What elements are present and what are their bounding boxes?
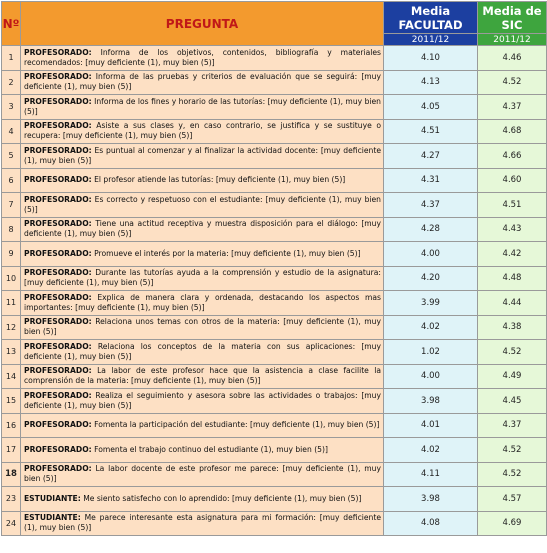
table-row — [2, 144, 547, 169]
question-cell — [21, 168, 384, 193]
question-cell — [21, 217, 384, 242]
faculty-mean-value: 4.01 — [384, 413, 478, 438]
faculty-mean-value: 4.10 — [384, 46, 478, 71]
survey-results-table — [1, 1, 547, 536]
faculty-label-line2: FACULTAD — [398, 17, 463, 32]
question-text: Me parece interesante esta asignatura para mi formación: [muy deficiente (1), muy bien (5)] — [24, 513, 381, 533]
question-cell — [21, 389, 384, 414]
question-text: La labor de este profesor hace que la asistencia a clase facilite la comprensión de la materia: [muy deficiente (1), muy bien (5)] — [24, 366, 381, 386]
row-number: 7 — [2, 193, 21, 218]
question-cell — [21, 242, 384, 267]
question-text: Es puntual al comenzar y al finalizar la actividad docente: [muy deficiente (1), muy bien (5)] — [24, 145, 381, 165]
faculty-mean-value: 4.28 — [384, 217, 478, 242]
question-text: Fomenta el trabajo continuo del estudiante (1), muy bien (5)] — [91, 444, 328, 454]
question-text: Informa de los fines y horario de las tutorías: [muy deficiente (1), muy bien (5)] — [24, 96, 381, 116]
faculty-mean-value: 4.20 — [384, 266, 478, 291]
question-cell — [21, 70, 384, 95]
table-row — [2, 291, 547, 316]
column-header-faculty-mean — [384, 2, 478, 34]
question-cell — [21, 364, 384, 389]
faculty-mean-value: 4.13 — [384, 70, 478, 95]
sic-mean-value: 4.69 — [478, 511, 547, 536]
sic-mean-value: 4.52 — [478, 438, 547, 463]
sic-mean-value: 4.51 — [478, 193, 547, 218]
column-header-sic-mean — [478, 2, 547, 34]
question-role: PROFESORADO: — [24, 72, 92, 82]
row-number: 8 — [2, 217, 21, 242]
row-number: 24 — [2, 511, 21, 536]
table-row — [2, 70, 547, 95]
sic-mean-value: 4.38 — [478, 315, 547, 340]
question-role: PROFESORADO: — [24, 420, 92, 430]
faculty-mean-value: 3.99 — [384, 291, 478, 316]
question-text: Informa de las pruebas y criterios de evaluación que se seguirá: [muy deficiente (1), muy bien (5)] — [24, 72, 381, 92]
row-number: 18 — [2, 462, 21, 487]
question-text: Tiene una actitud receptiva y muestra disposición para el diálogo: [muy deficiente (1), muy bien (5)] — [24, 219, 381, 239]
table-row — [2, 487, 547, 512]
question-cell — [21, 462, 384, 487]
row-number: 6 — [2, 168, 21, 193]
table-row — [2, 95, 547, 120]
question-cell — [21, 315, 384, 340]
question-role: PROFESORADO: — [24, 464, 92, 474]
table-row — [2, 315, 547, 340]
column-header-question: PREGUNTA — [21, 2, 384, 46]
question-text: Es correcto y respetuoso con el estudiante: [muy deficiente (1), muy bien (5)] — [24, 194, 381, 214]
faculty-mean-value: 3.98 — [384, 487, 478, 512]
survey-results-table-wrapper — [1, 1, 546, 552]
sic-mean-value: 4.66 — [478, 144, 547, 169]
question-cell — [21, 340, 384, 365]
row-number: 16 — [2, 413, 21, 438]
sic-mean-value: 4.60 — [478, 168, 547, 193]
sic-mean-value: 4.52 — [478, 340, 547, 365]
question-text: Informa de los objetivos, contenidos, bibliografía y materiales recomendados: [muy deficiente (1), muy bien (5)] — [24, 47, 381, 67]
table-row — [2, 462, 547, 487]
question-text: Durante las tutorías ayuda a la comprensión y estudio de la asignatura: [muy deficiente (1), muy bien (5)] — [24, 268, 381, 288]
row-number: 17 — [2, 438, 21, 463]
row-number: 14 — [2, 364, 21, 389]
sic-year: 2011/12 — [478, 34, 547, 46]
question-role: PROFESORADO: — [24, 317, 92, 327]
faculty-mean-value: 4.27 — [384, 144, 478, 169]
faculty-mean-value: 4.08 — [384, 511, 478, 536]
question-role: PROFESORADO: — [24, 341, 92, 351]
sic-mean-value: 4.68 — [478, 119, 547, 144]
question-role: ESTUDIANTE: — [24, 493, 81, 503]
table-row — [2, 511, 547, 536]
table-row — [2, 413, 547, 438]
table-body — [2, 46, 547, 536]
table-row — [2, 168, 547, 193]
row-number: 9 — [2, 242, 21, 267]
question-role: PROFESORADO: — [24, 366, 92, 376]
question-cell — [21, 193, 384, 218]
faculty-mean-value: 4.37 — [384, 193, 478, 218]
sic-mean-value: 4.44 — [478, 291, 547, 316]
row-number: 13 — [2, 340, 21, 365]
column-header-number: Nº — [2, 2, 21, 46]
question-text: Promueve el interés por la materia: [muy deficiente (1), muy bien (5)] — [91, 248, 361, 258]
sic-mean-value: 4.52 — [478, 462, 547, 487]
table-row — [2, 340, 547, 365]
question-cell — [21, 119, 384, 144]
row-number: 2 — [2, 70, 21, 95]
question-cell — [21, 291, 384, 316]
sic-mean-value: 4.42 — [478, 242, 547, 267]
table-row — [2, 119, 547, 144]
question-cell — [21, 413, 384, 438]
question-text: Explica de manera clara y ordenada, destacando los aspectos mas importantes: [muy deficiente (1), muy bien (5)] — [24, 292, 381, 312]
question-cell — [21, 266, 384, 291]
question-cell — [21, 511, 384, 536]
faculty-mean-value: 4.00 — [384, 242, 478, 267]
question-text: La labor docente de este profesor me parece: [muy deficiente (1), muy bien (5)] — [24, 464, 381, 484]
question-role: PROFESORADO: — [24, 175, 92, 185]
question-cell — [21, 438, 384, 463]
question-text: Me siento satisfecho con lo aprendido: [muy deficiente (1), muy bien (5)] — [80, 493, 362, 503]
row-number: 15 — [2, 389, 21, 414]
faculty-mean-value: 3.98 — [384, 389, 478, 414]
question-role: PROFESORADO: — [24, 444, 92, 454]
question-role: PROFESORADO: — [24, 121, 92, 131]
question-role: PROFESORADO: — [24, 390, 92, 400]
sic-label-line2: SIC — [501, 17, 523, 32]
question-role: PROFESORADO: — [24, 96, 92, 106]
table-row — [2, 46, 547, 71]
table-row — [2, 389, 547, 414]
faculty-year: 2011/12 — [384, 34, 478, 46]
row-number: 4 — [2, 119, 21, 144]
faculty-mean-value: 4.11 — [384, 462, 478, 487]
row-number: 23 — [2, 487, 21, 512]
sic-mean-value: 4.57 — [478, 487, 547, 512]
question-text: Fomenta la participación del estudiante: [muy deficiente (1), muy bien (5)] — [91, 420, 380, 430]
question-role: PROFESORADO: — [24, 248, 92, 258]
faculty-mean-value: 4.31 — [384, 168, 478, 193]
question-cell — [21, 46, 384, 71]
question-text: El profesor atiende las tutorías: [muy deficiente (1), muy bien (5)] — [91, 175, 346, 185]
sic-mean-value: 4.52 — [478, 70, 547, 95]
row-number: 1 — [2, 46, 21, 71]
faculty-mean-value: 4.00 — [384, 364, 478, 389]
sic-mean-value: 4.45 — [478, 389, 547, 414]
sic-mean-value: 4.49 — [478, 364, 547, 389]
question-role: PROFESORADO: — [24, 194, 92, 204]
question-role: PROFESORADO: — [24, 47, 92, 57]
faculty-mean-value: 4.02 — [384, 438, 478, 463]
table-row — [2, 364, 547, 389]
table-row — [2, 217, 547, 242]
row-number: 3 — [2, 95, 21, 120]
row-number: 12 — [2, 315, 21, 340]
question-cell — [21, 95, 384, 120]
question-cell — [21, 487, 384, 512]
faculty-mean-value: 4.05 — [384, 95, 478, 120]
table-row — [2, 438, 547, 463]
sic-label-line1: Media de — [482, 3, 542, 18]
question-role: PROFESORADO: — [24, 145, 92, 155]
table-row — [2, 193, 547, 218]
faculty-label-line1: Media — [410, 3, 451, 18]
question-text: Relaciona los conceptos de la materia con sus aplicaciones: [muy deficiente (1), muy bien (5)] — [24, 341, 381, 361]
question-role: ESTUDIANTE: — [24, 513, 81, 523]
question-role: PROFESORADO: — [24, 292, 92, 302]
sic-mean-value: 4.43 — [478, 217, 547, 242]
row-number: 11 — [2, 291, 21, 316]
faculty-mean-value: 1.02 — [384, 340, 478, 365]
question-text: Relaciona unos temas con otros de la materia: [muy deficiente (1), muy bien (5)] — [24, 317, 381, 337]
sic-mean-value: 4.48 — [478, 266, 547, 291]
row-number: 10 — [2, 266, 21, 291]
question-role: PROFESORADO: — [24, 268, 92, 278]
table-row — [2, 266, 547, 291]
row-number: 5 — [2, 144, 21, 169]
sic-mean-value: 4.46 — [478, 46, 547, 71]
faculty-mean-value: 4.51 — [384, 119, 478, 144]
question-text: Realiza el seguimiento y asesora sobre las actividades o trabajos: [muy deficiente (1), muy bien (5)] — [24, 390, 381, 410]
sic-mean-value: 4.37 — [478, 413, 547, 438]
table-row — [2, 242, 547, 267]
faculty-mean-value: 4.02 — [384, 315, 478, 340]
question-text: Asiste a sus clases y, en caso contrario, se justifica y se sustituye o recupera: [muy deficiente (1), muy bien (5)] — [24, 121, 381, 141]
question-cell — [21, 144, 384, 169]
question-role: PROFESORADO: — [24, 219, 92, 229]
sic-mean-value: 4.37 — [478, 95, 547, 120]
